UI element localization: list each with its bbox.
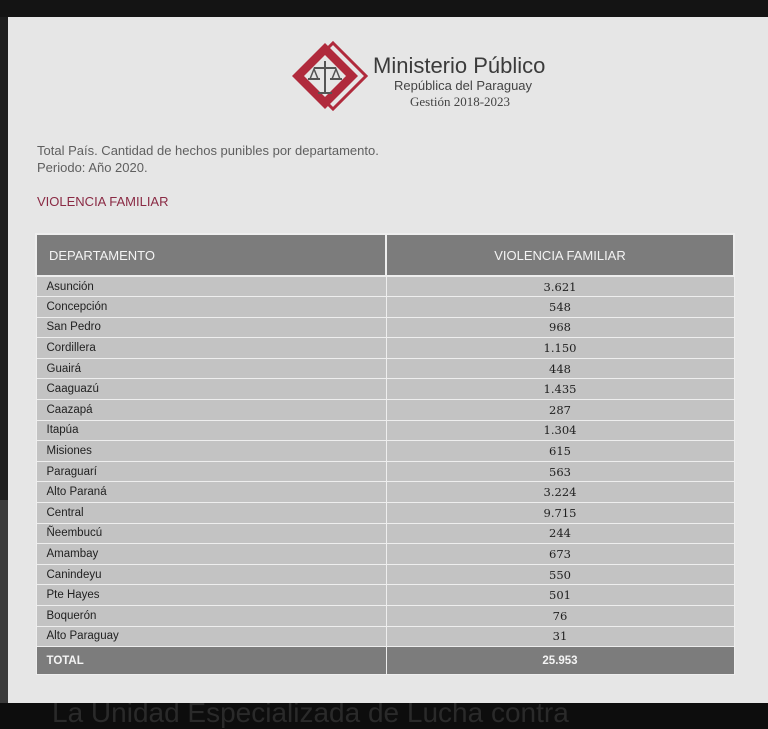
cell-departamento: Canindeyu bbox=[36, 564, 386, 585]
logo-title: Ministerio Público bbox=[373, 53, 546, 78]
cell-valor: 244 bbox=[386, 523, 734, 544]
cell-departamento: Caazapá bbox=[36, 400, 386, 421]
cell-valor: 673 bbox=[386, 544, 734, 565]
cell-valor: 550 bbox=[386, 564, 734, 585]
cell-valor: 3.621 bbox=[386, 276, 734, 297]
cell-valor: 968 bbox=[386, 317, 734, 338]
data-table bbox=[35, 233, 735, 675]
table-row bbox=[36, 297, 734, 318]
cell-departamento: Alto Paraguay bbox=[36, 626, 386, 647]
table-row bbox=[36, 379, 734, 400]
table-row bbox=[36, 276, 734, 297]
table-header-row bbox=[36, 234, 734, 276]
cell-valor: 501 bbox=[386, 585, 734, 606]
table-row bbox=[36, 317, 734, 338]
table-row bbox=[36, 358, 734, 379]
table-row bbox=[36, 544, 734, 565]
total-label: TOTAL bbox=[36, 647, 386, 675]
scales-of-justice-icon bbox=[278, 41, 372, 111]
intro-line-1: Total País. Cantidad de hechos punibles por departamento. bbox=[37, 143, 379, 158]
header-departamento: DEPARTAMENTO bbox=[36, 234, 386, 276]
cell-departamento: Central bbox=[36, 503, 386, 524]
cell-departamento: Amambay bbox=[36, 544, 386, 565]
cell-valor: 563 bbox=[386, 461, 734, 482]
table-row bbox=[36, 420, 734, 441]
cell-valor: 1.304 bbox=[386, 420, 734, 441]
cell-valor: 1.435 bbox=[386, 379, 734, 400]
cell-departamento: Boquerón bbox=[36, 606, 386, 627]
ministerio-logo bbox=[278, 41, 578, 113]
top-bar bbox=[0, 0, 768, 17]
cell-departamento: Alto Paraná bbox=[36, 482, 386, 503]
cell-valor: 9.715 bbox=[386, 503, 734, 524]
table-row bbox=[36, 400, 734, 421]
cell-departamento: Itapúa bbox=[36, 420, 386, 441]
table-row bbox=[36, 564, 734, 585]
table-row bbox=[36, 338, 734, 359]
caption-text: La Unidad Especializada de Lucha contra bbox=[52, 703, 569, 728]
cell-departamento: Paraguarí bbox=[36, 461, 386, 482]
cell-departamento: Asunción bbox=[36, 276, 386, 297]
cell-valor: 287 bbox=[386, 400, 734, 421]
total-row bbox=[36, 647, 734, 675]
cell-valor: 1.150 bbox=[386, 338, 734, 359]
bottom-bar bbox=[0, 703, 768, 729]
table-row bbox=[36, 441, 734, 462]
header-violencia-familiar: VIOLENCIA FAMILIAR bbox=[386, 234, 734, 276]
cell-departamento: Misiones bbox=[36, 441, 386, 462]
table-row bbox=[36, 482, 734, 503]
table-row bbox=[36, 503, 734, 524]
document-page bbox=[8, 17, 768, 703]
cell-departamento: Cordillera bbox=[36, 338, 386, 359]
cell-valor: 76 bbox=[386, 606, 734, 627]
cell-departamento: Guairá bbox=[36, 358, 386, 379]
cell-departamento: Pte Hayes bbox=[36, 585, 386, 606]
cell-valor: 548 bbox=[386, 297, 734, 318]
logo-gestion: Gestión 2018-2023 bbox=[410, 94, 511, 109]
cell-departamento: Caaguazú bbox=[36, 379, 386, 400]
table-row bbox=[36, 626, 734, 647]
logo-subtitle: República del Paraguay bbox=[394, 78, 533, 93]
cell-valor: 615 bbox=[386, 441, 734, 462]
table-row bbox=[36, 461, 734, 482]
section-title: VIOLENCIA FAMILIAR bbox=[37, 194, 169, 209]
cell-departamento: Concepción bbox=[36, 297, 386, 318]
intro-line-2: Periodo: Año 2020. bbox=[37, 160, 148, 175]
cell-departamento: San Pedro bbox=[36, 317, 386, 338]
cell-valor: 3.224 bbox=[386, 482, 734, 503]
table-row bbox=[36, 606, 734, 627]
table-row bbox=[36, 585, 734, 606]
total-value: 25.953 bbox=[386, 647, 734, 675]
cell-valor: 31 bbox=[386, 626, 734, 647]
table-row bbox=[36, 523, 734, 544]
cell-departamento: Ñeembucú bbox=[36, 523, 386, 544]
cell-valor: 448 bbox=[386, 358, 734, 379]
left-edge-strip bbox=[0, 500, 8, 703]
intro-text bbox=[37, 142, 379, 176]
